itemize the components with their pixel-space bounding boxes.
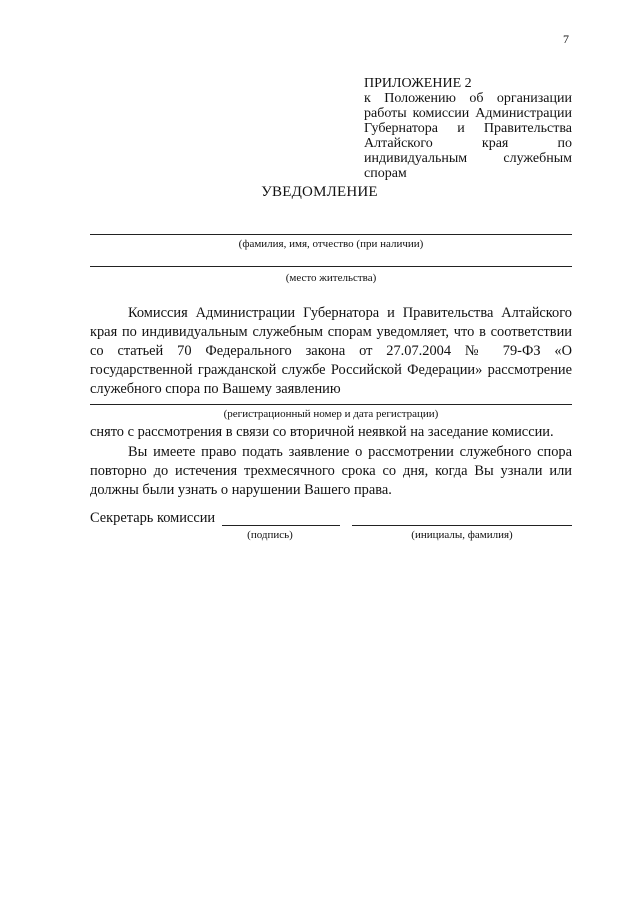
body-paragraph-1-text: Комиссия Администрации Губернатора и Правительства Алтайского края по индивидуальным служебным спорам уведомляет, что в соответствии со статьей 70 Федерального закона от 27.07.2004 № 79-ФЗ «О государственной гражданской службе Российской Федерации» рассмотрение служебного спора по Вашему заявлению bbox=[90, 305, 572, 397]
body-paragraph-2 bbox=[90, 443, 572, 500]
document-heading: УВЕДОМЛЕНИЕ bbox=[261, 184, 378, 200]
fio-caption: (фамилия, имя, отчество (при наличии) bbox=[238, 238, 424, 250]
residence-line bbox=[90, 266, 572, 267]
appendix-title: ПРИЛОЖЕНИЕ 2 bbox=[364, 76, 472, 91]
registration-line bbox=[90, 404, 572, 405]
body-paragraph-1 bbox=[90, 304, 572, 399]
signature-line bbox=[222, 525, 340, 526]
body-paragraph-2-text: Вы имеете право подать заявление о рассмотрении служебного спора повторно до истечения трехмесячного срока со дня, когда Вы узнали или должны были узнать о нарушении Вашего права. bbox=[90, 444, 572, 498]
initials-caption: (инициалы, фамилия) bbox=[411, 529, 513, 541]
signature-caption: (подпись) bbox=[247, 529, 293, 541]
page-number: 7 bbox=[563, 32, 569, 46]
appendix-block bbox=[364, 76, 572, 181]
signature-label: Секретарь комиссии bbox=[90, 510, 216, 526]
body-after-registration: снято с рассмотрения в связи со вторичной неявкой на заседание комиссии. bbox=[90, 424, 554, 440]
residence-caption: (место жительства) bbox=[285, 272, 377, 284]
initials-line bbox=[352, 525, 572, 526]
appendix-text: к Положению об организации работы комиссии Администрации Губернатора и Правительства Алтайского края по индивидуальным служебным спорам bbox=[364, 91, 572, 181]
fio-line bbox=[90, 234, 572, 235]
registration-caption: (регистрационный номер и дата регистрации) bbox=[223, 408, 439, 420]
